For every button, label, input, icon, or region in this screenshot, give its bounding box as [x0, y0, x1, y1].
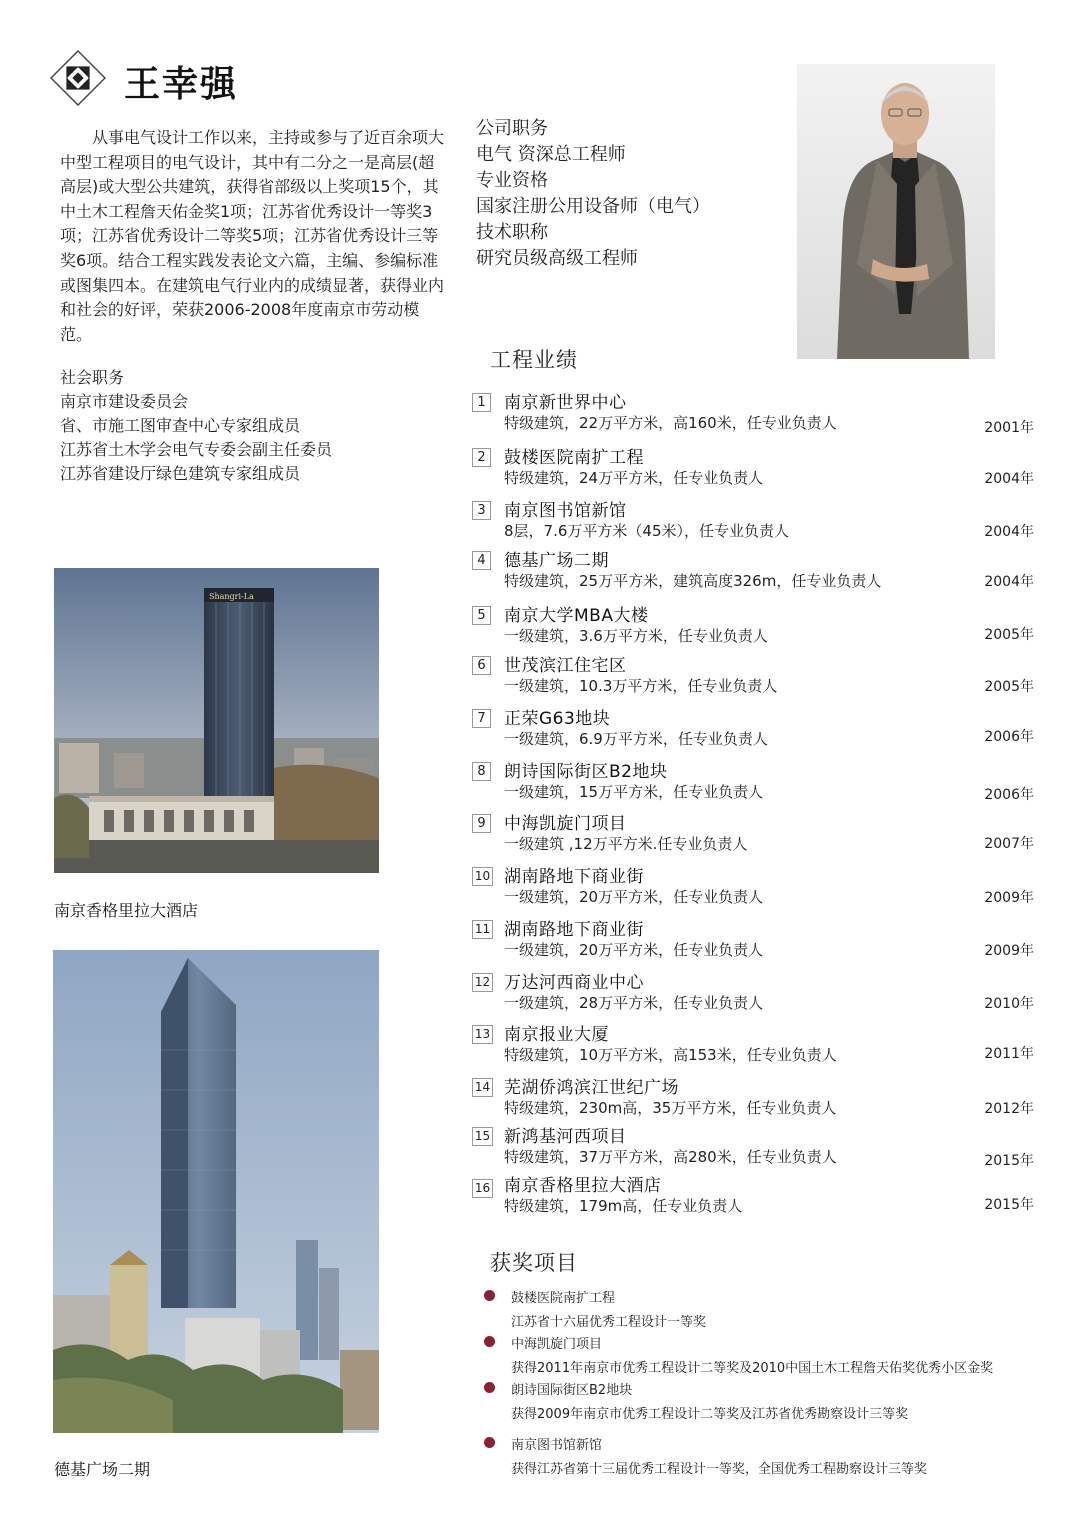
portrait-photo	[797, 64, 995, 359]
project-item	[472, 391, 1042, 441]
project-name: 湖南路地下商业街	[504, 867, 644, 887]
project-number: 1	[472, 393, 491, 412]
project-name: 中海凯旋门项目	[504, 814, 627, 834]
project-year: 2004年	[984, 471, 1034, 487]
project-year: 2001年	[984, 420, 1034, 436]
award-project-name: 中海凯旋门项目	[511, 1337, 603, 1352]
project-number: 6	[472, 656, 491, 675]
project-item	[472, 654, 1042, 704]
project-name: 世茂滨江住宅区	[504, 656, 627, 676]
project-number: 2	[472, 448, 491, 467]
project-desc: 一级建筑，15万平方米，任专业负责人	[504, 783, 764, 801]
title-label: 技术职称	[476, 222, 548, 243]
photo2-caption: 德基广场二期	[54, 1460, 151, 1479]
award-desc: 获得江苏省第十三届优秀工程设计一等奖，全国优秀工程勘察设计三等奖	[511, 1462, 928, 1477]
person-name: 王幸强	[124, 64, 239, 105]
project-item	[472, 604, 1042, 654]
project-name: 德基广场二期	[504, 551, 609, 571]
project-year: 2011年	[984, 1046, 1034, 1062]
project-desc: 8层，7.6万平方米（45米），任专业负责人	[504, 522, 789, 540]
project-name: 芜湖侨鸿滨江世纪广场	[504, 1078, 679, 1098]
projects-heading: 工程业绩	[490, 348, 578, 372]
project-item	[472, 760, 1042, 810]
social-item: 江苏省建设厅绿色建筑专家组成员	[60, 464, 301, 483]
project-desc: 特级建筑，22万平方米，高160米，任专业负责人	[504, 414, 837, 432]
project-year: 2009年	[984, 890, 1034, 906]
company-value: 电气 资深总工程师	[476, 144, 626, 165]
award-project-name: 朗诗国际街区B2地块	[511, 1383, 633, 1398]
award-desc: 江苏省十六届优秀工程设计一等奖	[511, 1315, 707, 1330]
title-value: 研究员级高级工程师	[476, 248, 638, 269]
project-desc: 特级建筑，24万平方米，任专业负责人	[504, 469, 764, 487]
project-number: 3	[472, 501, 491, 520]
project-year: 2005年	[984, 627, 1034, 643]
social-item: 南京市建设委员会	[60, 392, 189, 411]
deji-plaza-photo	[53, 950, 379, 1433]
project-number: 7	[472, 709, 491, 728]
hotel-sign-text: Shangri-La	[209, 592, 254, 601]
project-number: 9	[472, 814, 491, 833]
award-desc: 获得2009年南京市优秀工程设计二等奖及江苏省优秀勘察设计三等奖	[511, 1407, 909, 1422]
project-year: 2012年	[984, 1101, 1034, 1117]
award-project-name: 南京图书馆新馆	[511, 1438, 603, 1453]
bullet-dot-icon	[484, 1437, 495, 1448]
project-name: 南京图书馆新馆	[504, 501, 627, 521]
project-name: 南京大学MBA大楼	[504, 606, 649, 626]
project-desc: 特级建筑，179m高，任专业负责人	[504, 1197, 743, 1215]
project-item	[472, 499, 1042, 549]
project-year: 2004年	[984, 574, 1034, 590]
project-name: 南京报业大厦	[504, 1025, 609, 1045]
project-item	[472, 707, 1042, 757]
project-year: 2009年	[984, 943, 1034, 959]
project-item	[472, 1023, 1042, 1073]
project-item	[472, 549, 1042, 599]
social-item: 省、市施工图审查中心专家组成员	[60, 416, 301, 435]
project-number: 15	[472, 1127, 493, 1146]
award-desc: 获得2011年南京市优秀工程设计二等奖及2010中国土木工程詹天佑奖优秀小区金奖	[511, 1361, 994, 1376]
project-year: 2015年	[984, 1197, 1034, 1213]
project-number: 8	[472, 762, 491, 781]
project-desc: 一级建筑，10.3万平方米，任专业负责人	[504, 677, 778, 695]
project-number: 4	[472, 551, 491, 570]
project-name: 鼓楼医院南扩工程	[504, 448, 644, 468]
award-project-name: 鼓楼医院南扩工程	[511, 1291, 616, 1306]
shangri-la-hotel-photo	[54, 568, 379, 873]
awards-heading: 获奖项目	[490, 1251, 578, 1275]
project-year: 2006年	[984, 787, 1034, 803]
social-positions	[60, 366, 460, 486]
project-item	[472, 1174, 1042, 1224]
project-name: 南京香格里拉大酒店	[504, 1176, 662, 1196]
project-item	[472, 812, 1042, 862]
diamond-logo-icon	[50, 50, 106, 106]
project-year: 2010年	[984, 996, 1034, 1012]
project-item	[472, 1125, 1042, 1175]
bullet-dot-icon	[484, 1382, 495, 1393]
project-number: 13	[472, 1025, 493, 1044]
project-name: 湖南路地下商业街	[504, 920, 644, 940]
photo1-caption: 南京香格里拉大酒店	[54, 901, 199, 920]
project-name: 正荣G63地块	[504, 709, 611, 729]
project-desc: 特级建筑，10万平方米，高153米，任专业负责人	[504, 1046, 837, 1064]
project-desc: 一级建筑，6.9万平方米，任专业负责人	[504, 730, 768, 748]
project-number: 5	[472, 606, 491, 625]
bullet-dot-icon	[484, 1290, 495, 1301]
qualification-value: 国家注册公用设备师（电气）	[476, 196, 710, 217]
project-year: 2005年	[984, 679, 1034, 695]
project-item	[472, 865, 1042, 915]
social-title: 社会职务	[60, 368, 125, 387]
project-number: 16	[472, 1179, 493, 1198]
project-desc: 一级建筑，28万平方米，任专业负责人	[504, 994, 764, 1012]
project-number: 11	[472, 920, 493, 939]
project-item	[472, 446, 1042, 496]
project-desc: 特级建筑，230m高，35万平方米，任专业负责人	[504, 1099, 837, 1117]
project-item	[472, 971, 1042, 1021]
project-year: 2006年	[984, 729, 1034, 745]
project-name: 万达河西商业中心	[504, 973, 644, 993]
project-item	[472, 918, 1042, 968]
project-name: 新鸿基河西项目	[504, 1127, 627, 1147]
position-info	[476, 116, 786, 272]
project-desc: 一级建筑，20万平方米，任专业负责人	[504, 888, 764, 906]
project-desc: 一级建筑 ,12万平方米.任专业负责人	[504, 835, 748, 853]
social-item: 江苏省土木学会电气专委会副主任委员	[60, 440, 333, 459]
project-number: 12	[472, 973, 493, 992]
project-year: 2015年	[984, 1153, 1034, 1169]
project-year: 2007年	[984, 836, 1034, 852]
project-number: 14	[472, 1078, 493, 1097]
company-label: 公司职务	[476, 118, 548, 139]
bullet-dot-icon	[484, 1336, 495, 1347]
project-desc: 一级建筑，20万平方米，任专业负责人	[504, 941, 764, 959]
project-year: 2004年	[984, 524, 1034, 540]
project-desc: 一级建筑，3.6万平方米，任专业负责人	[504, 627, 768, 645]
project-desc: 特级建筑，25万平方米，建筑高度326m，任专业负责人	[504, 572, 882, 590]
project-item	[472, 1076, 1042, 1126]
project-number: 10	[472, 867, 493, 886]
intro-paragraph: 从事电气设计工作以来，主持或参与了近百余项大中型工程项目的电气设计，其中有二分之一是高层(超高层)或大型公共建筑，获得省部级以上奖项15个，其中土木工程詹天佑金奖1项；江苏省优秀设计一等奖3项；江苏省优秀设计二等奖5项；江苏省优秀设计三等奖6项。结合工程实践发表论文六篇，主编、参编标准或图集四本。在建筑电气行业内的成绩显著，获得业内和社会的好评，荣获2006-2008年度南京市劳动模范。	[60, 128, 445, 344]
project-desc: 特级建筑，37万平方米，高280米，任专业负责人	[504, 1148, 837, 1166]
qualification-label: 专业资格	[476, 170, 548, 191]
project-name: 朗诗国际街区B2地块	[504, 762, 668, 782]
project-name: 南京新世界中心	[504, 393, 627, 413]
